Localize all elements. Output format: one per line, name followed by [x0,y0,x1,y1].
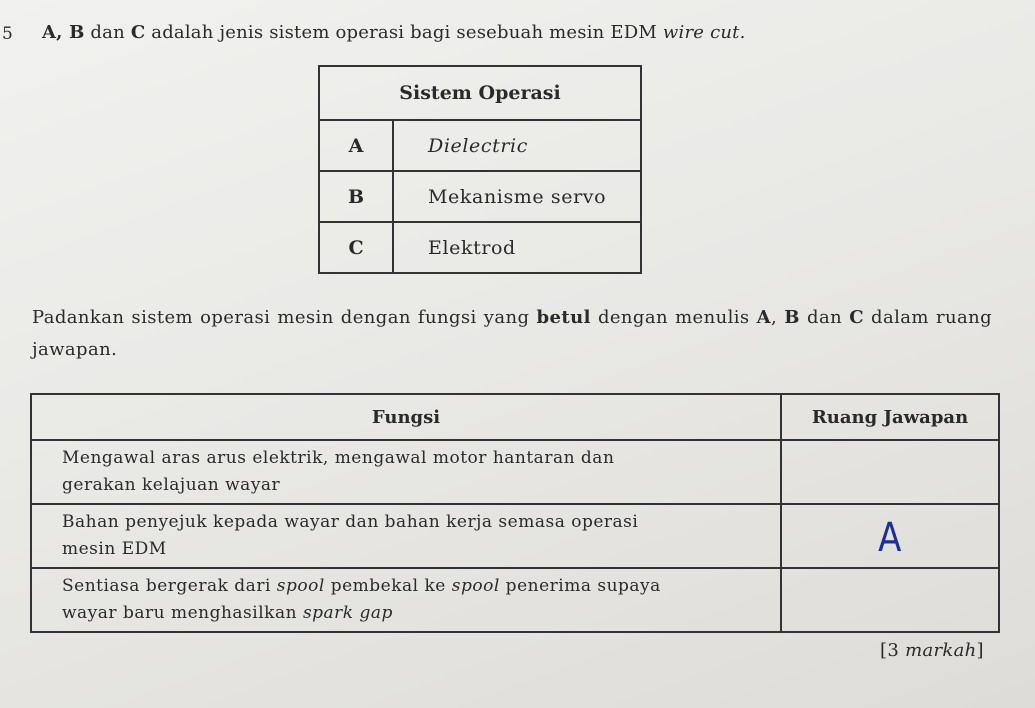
answer-input[interactable] [781,440,999,504]
system-table [318,65,642,274]
question-intro [42,22,746,43]
system-table-header: Sistem Operasi [319,66,641,120]
function-line: gerakan kelajuan wayar [62,475,281,495]
instruction-bold: C [849,307,864,328]
instruction-bold: B [784,307,800,328]
system-letter: C [319,222,393,273]
system-name: Elektrod [393,222,641,273]
handwritten-answer: A [878,514,902,561]
function-line: Sentiasa bergerak dari [62,576,277,596]
system-row [319,171,641,222]
answer-input[interactable] [781,504,999,568]
function-line: penerima supaya [499,576,661,596]
intro-rest: adalah jenis sistem operasi bagi sesebuah mesin EDM [145,22,663,43]
instruction-text [32,302,992,366]
instruction-part: dalam ruang jawapan. [32,307,993,360]
system-name: Dielectric [393,120,641,171]
intro-italic: wire cut. [662,22,746,43]
answer-table [30,393,1000,633]
system-letter: B [319,171,393,222]
instruction-part: dan [799,307,850,328]
function-italic: spark gap [302,603,393,623]
function-italic: spool [276,576,325,596]
answer-input[interactable] [781,568,999,632]
system-name: Mekanisme servo [393,171,641,222]
instruction-part: Padankan sistem operasi mesin dengan fungsi yang [32,307,537,328]
system-letter: A [319,120,393,171]
system-row [319,222,641,273]
header-ruang-jawapan: Ruang Jawapan [781,394,999,440]
intro-dan: dan [84,22,131,43]
table-row [31,504,999,568]
function-italic: spool [451,576,500,596]
function-line: pembekal ke [324,576,452,596]
function-line: Mengawal aras arus elektrik, mengawal motor hantaran dan [62,448,615,468]
marks-open: [3 [880,640,906,661]
function-cell [31,504,781,568]
table-row [31,568,999,632]
marks-close: ] [976,640,984,661]
function-line: wayar baru menghasilkan [62,603,303,623]
system-row [319,120,641,171]
instruction-part: , [771,307,785,328]
function-cell [31,440,781,504]
header-fungsi: Fungsi [31,394,781,440]
marks-italic: markah [905,640,977,661]
instruction-part: dengan menulis [590,307,757,328]
function-line: Bahan penyejuk kepada wayar dan bahan kerja semasa operasi [62,512,639,532]
instruction-bold: betul [536,307,591,328]
function-line: mesin EDM [62,539,167,559]
intro-letters: A, B [42,22,85,43]
marks-label [880,640,984,661]
table-row [31,440,999,504]
function-cell [31,568,781,632]
instruction-bold: A [756,307,772,328]
intro-c: C [130,22,146,43]
question-number: 5 [2,24,13,44]
